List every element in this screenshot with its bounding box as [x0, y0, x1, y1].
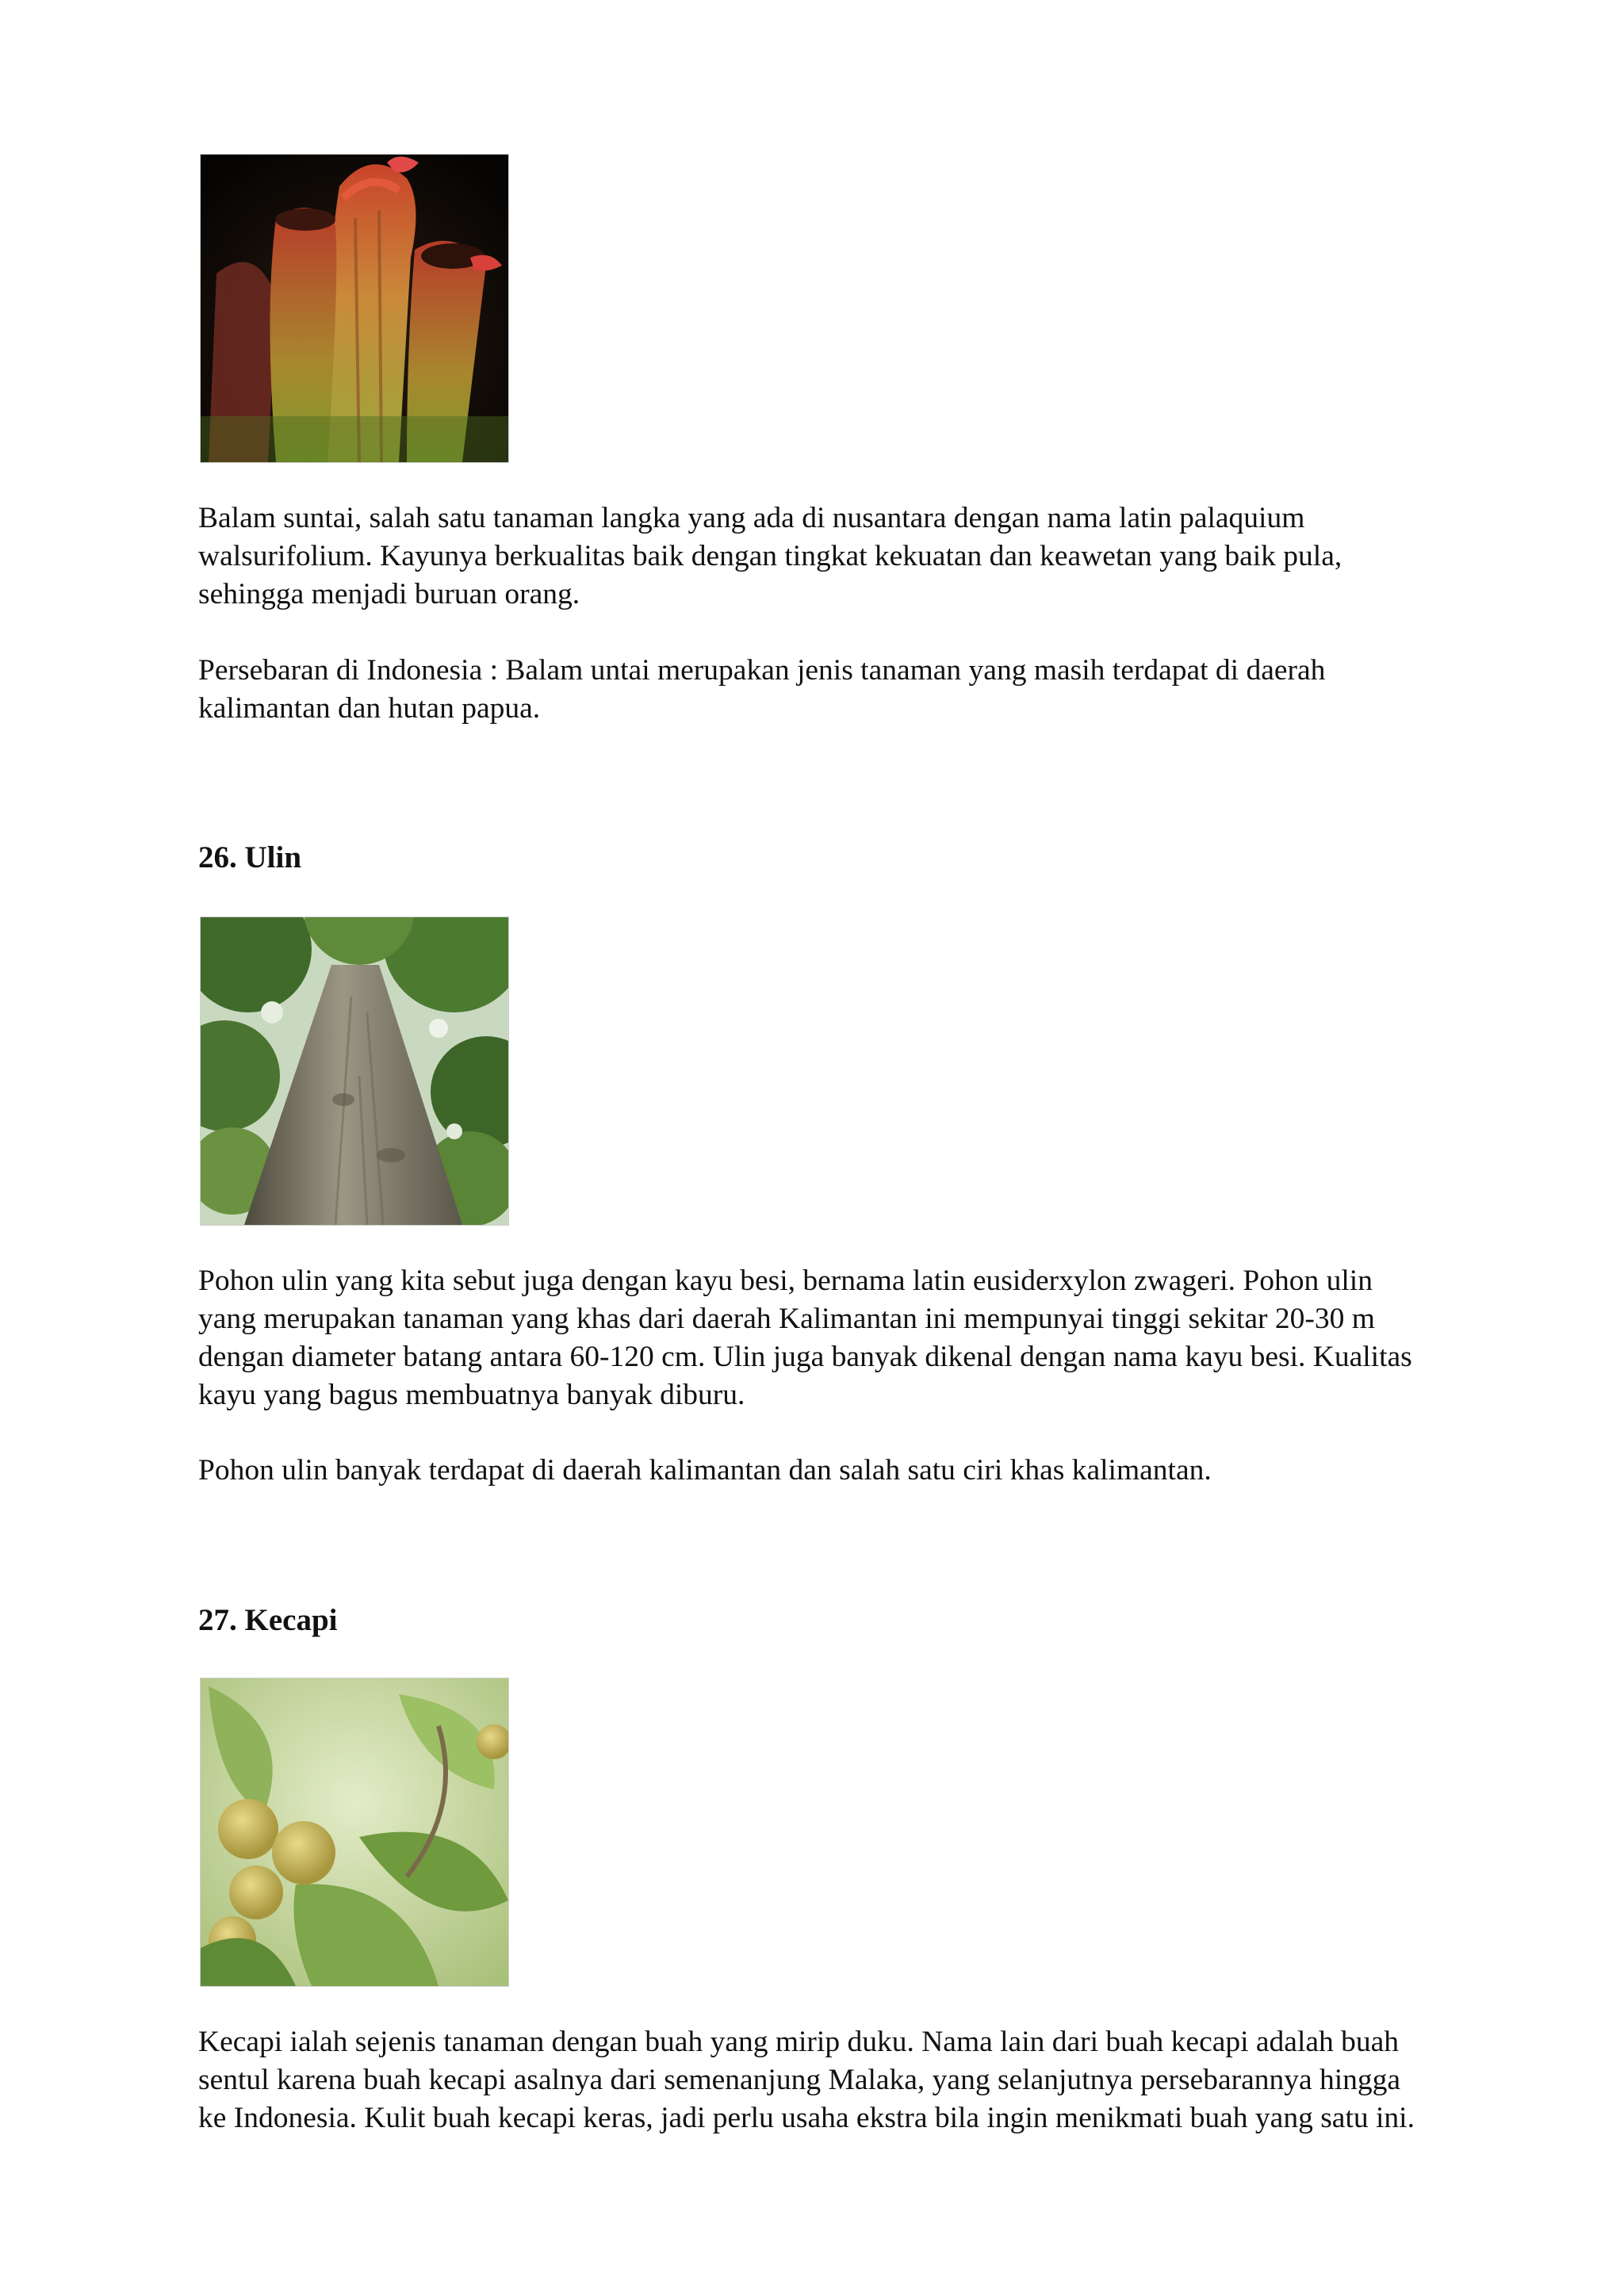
ulin-description	[198, 1262, 1546, 1414]
pitcher-plant-photo	[200, 154, 509, 463]
text-line: dengan diameter batang antara 60-120 cm. Ulin juga banyak dikenal dengan nama kayu besi. Kualitas	[198, 1341, 1412, 1373]
text-line: sehingga menjadi buruan orang.	[198, 578, 580, 610]
text-line: Kecapi ialah sejenis tanaman dengan buah yang mirip duku. Nama lain dari buah kecapi adalah buah	[198, 2026, 1400, 2058]
text-line: sentul karena buah kecapi asalnya dari semenanjung Malaka, yang selanjutnya persebarannya hingga	[198, 2064, 1401, 2096]
text-line: ke Indonesia. Kulit buah kecapi keras, jadi perlu usaha ekstra bila ingin menikmati buah yang satu ini.	[198, 2102, 1415, 2134]
ulin-tree-trunk-photo	[200, 916, 509, 1226]
text-line: Pohon ulin yang kita sebut juga dengan kayu besi, bernama latin eusiderxylon zwageri. Pohon ulin	[198, 1265, 1373, 1297]
section-heading-ulin: 26. Ulin	[198, 840, 302, 874]
text-line: kalimantan dan hutan papua.	[198, 692, 541, 725]
kecapi-description	[198, 2023, 1546, 2137]
text-line: Balam suntai, salah satu tanaman langka yang ada di nusantara dengan nama latin palaquium	[198, 502, 1305, 534]
text-line: yang merupakan tanaman yang khas dari daerah Kalimantan ini mempunyai tinggi sekitar 20-30 m	[198, 1303, 1375, 1335]
balam-suntai-description	[198, 499, 1546, 614]
text-line: Pohon ulin banyak terdapat di daerah kalimantan dan salah satu ciri khas kalimantan.	[198, 1454, 1212, 1487]
text-line: Persebaran di Indonesia : Balam untai merupakan jenis tanaman yang masih terdapat di daerah	[198, 654, 1326, 687]
ulin-distribution	[198, 1452, 1546, 1490]
section-heading-kecapi: 27. Kecapi	[198, 1603, 338, 1637]
balam-suntai-distribution	[198, 652, 1546, 728]
text-line: kayu yang bagus membuatnya banyak diburu.	[198, 1379, 745, 1411]
kecapi-fruit-leaves-photo	[200, 1678, 509, 1987]
text-line: walsurifolium. Kayunya berkualitas baik dengan tingkat kekuatan dan keawetan yang baik pula,	[198, 540, 1342, 572]
